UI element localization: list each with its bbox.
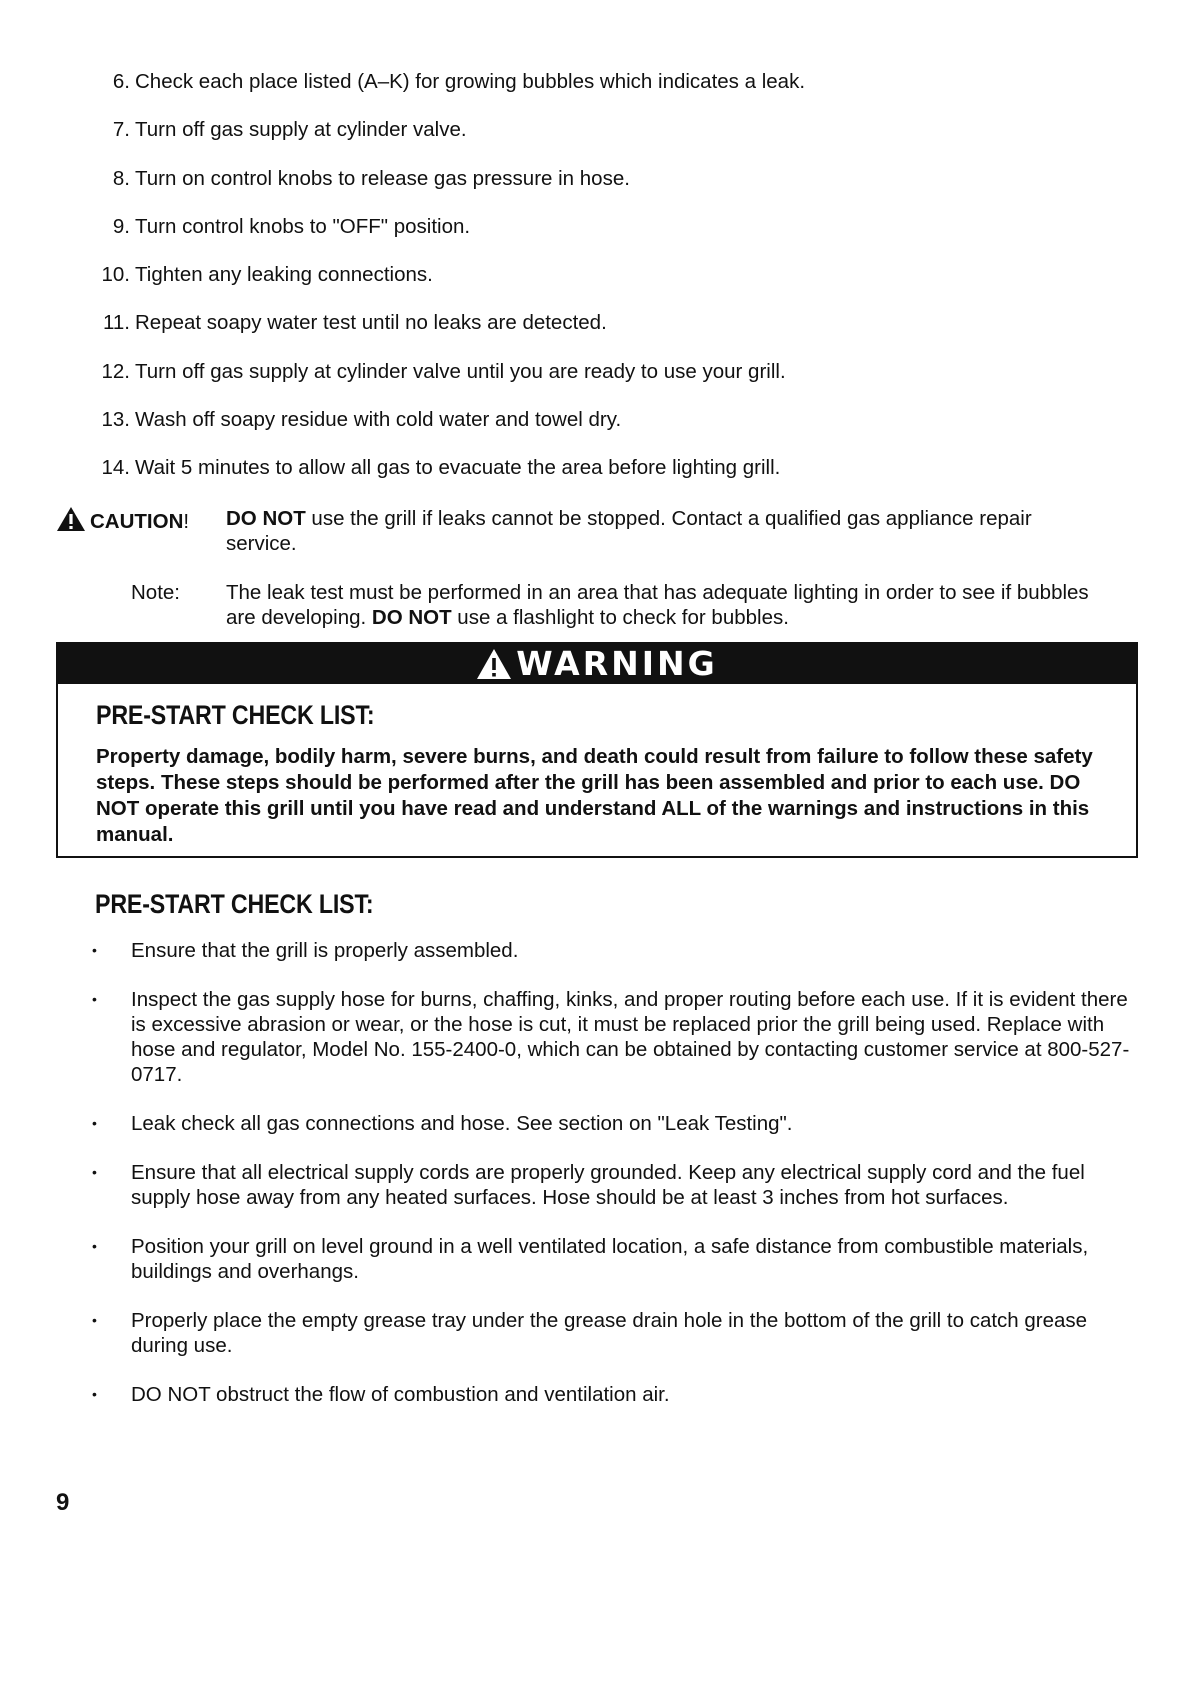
caution-label-group: [56, 506, 226, 556]
step-number: 10.: [101, 263, 130, 287]
step-item: [80, 167, 1120, 215]
step-item: [80, 70, 1120, 118]
warning-triangle-icon: [476, 648, 512, 680]
bullet-icon: •: [92, 1386, 97, 1402]
warning-text: Property damage, bodily harm, severe burns, and death could result from failure to follow these safety steps. These steps should be performed after the grill has been assembled and prior to each use. DO NOT operate this grill until you have read and understand ALL of the warnings and instructions in this manual.: [96, 745, 1093, 846]
step-text: Turn off gas supply at cylinder valve.: [135, 118, 467, 142]
step-number: 12.: [101, 359, 130, 383]
checklist-item-text: DO NOT obstruct the flow of combustion and ventilation air.: [131, 1383, 670, 1406]
caution-notice: [56, 506, 1096, 556]
checklist-item: [92, 1160, 1132, 1210]
step-item: [80, 408, 1120, 456]
note-text: [226, 580, 1096, 630]
bullet-icon: •: [92, 1115, 97, 1131]
note-body-end: use a flashlight to check for bubbles.: [451, 606, 789, 629]
note-body-start: The leak test must be performed in an area that has adequate lighting in order to see if bubbles are developing.: [226, 581, 1089, 629]
checklist-item-text: Position your grill on level ground in a well ventilated location, a safe distance from combustible materials, buildings and overhangs.: [131, 1235, 1089, 1283]
checklist-item: [92, 1234, 1132, 1284]
step-text: Turn off gas supply at cylinder valve until you are ready to use your grill.: [135, 359, 786, 383]
step-item: [80, 311, 1120, 359]
checklist-item-text: Properly place the empty grease tray under the grease drain hole in the bottom of the grill to catch grease during use.: [131, 1309, 1088, 1357]
step-number: 13.: [101, 408, 130, 432]
bullet-icon: •: [92, 991, 97, 1007]
checklist-item: [92, 938, 1132, 963]
step-text: Tighten any leaking connections.: [135, 263, 433, 287]
checklist-heading: PRE-START CHECK LIST:: [95, 889, 374, 919]
page-number: 9: [56, 1489, 70, 1516]
caution-label: CAUTION: [90, 510, 184, 533]
warning-banner: [58, 644, 1136, 684]
step-number: 8.: [112, 166, 130, 190]
bullet-icon: •: [92, 1312, 97, 1328]
checklist-item: [92, 987, 1132, 1087]
caution-exclaim: !: [183, 510, 190, 533]
caution-body: use the grill if leaks cannot be stopped. Contact a qualified gas appliance repair service.: [226, 507, 1032, 555]
checklist-item: [92, 1111, 1132, 1136]
step-text: Repeat soapy water test until no leaks are detected.: [135, 311, 607, 335]
step-item: [80, 215, 1120, 263]
warning-title: WARNING: [516, 644, 718, 683]
step-text: Wait 5 minutes to allow all gas to evacuate the area before lighting grill.: [135, 456, 781, 480]
leak-test-steps: [80, 70, 1120, 505]
bullet-icon: •: [92, 942, 97, 958]
step-item: [80, 456, 1120, 504]
note-label-group: [56, 580, 226, 630]
step-item: [80, 263, 1120, 311]
note-notice: [56, 580, 1096, 630]
note-emphasis: DO NOT: [371, 606, 452, 629]
warning-box: [56, 642, 1138, 858]
caution-text: [226, 506, 1096, 556]
step-number: 6.: [112, 70, 130, 93]
checklist-item: [92, 1308, 1132, 1358]
checklist-item: [92, 1382, 1132, 1407]
checklist-item-text: Ensure that all electrical supply cords are properly grounded. Keep any electrical supply cord and the fuel supply hose away from any heated surfaces. Hose should be at least 3 inches from hot surfaces.: [131, 1161, 1085, 1209]
bullet-icon: •: [92, 1164, 97, 1180]
step-text: Wash off soapy residue with cold water and towel dry.: [135, 408, 622, 432]
step-item: [80, 118, 1120, 166]
step-item: [80, 360, 1120, 408]
checklist: [92, 938, 1132, 1407]
step-text: Check each place listed (A–K) for growing bubbles which indicates a leak.: [135, 70, 806, 93]
step-number: 11.: [103, 311, 130, 335]
step-text: Turn on control knobs to release gas pressure in hose.: [135, 166, 630, 190]
checklist-item-text: Inspect the gas supply hose for burns, chaffing, kinks, and proper routing before each use. If it is evident there is excessive abrasion or wear, or the hose is cut, it must be replaced prior the grill being used. Replace with hose and regulator, Model No. 155-2400-0, which can be obtained by contacting customer service at 800-527-0717.: [131, 988, 1130, 1086]
checklist-item-text: Leak check all gas connections and hose. See section on "Leak Testing".: [131, 1112, 793, 1135]
caution-triangle-icon: [56, 506, 86, 532]
step-number: 9.: [112, 214, 130, 238]
step-number: 14.: [101, 456, 130, 480]
caution-emphasis: DO NOT: [226, 507, 306, 530]
step-number: 7.: [112, 118, 130, 142]
step-text: Turn control knobs to "OFF" position.: [135, 214, 471, 238]
bullet-icon: •: [92, 1238, 97, 1254]
checklist-item-text: Ensure that the grill is properly assembled.: [131, 939, 519, 962]
warning-heading: PRE-START CHECK LIST:: [96, 700, 375, 730]
note-label: Note:: [131, 581, 180, 604]
